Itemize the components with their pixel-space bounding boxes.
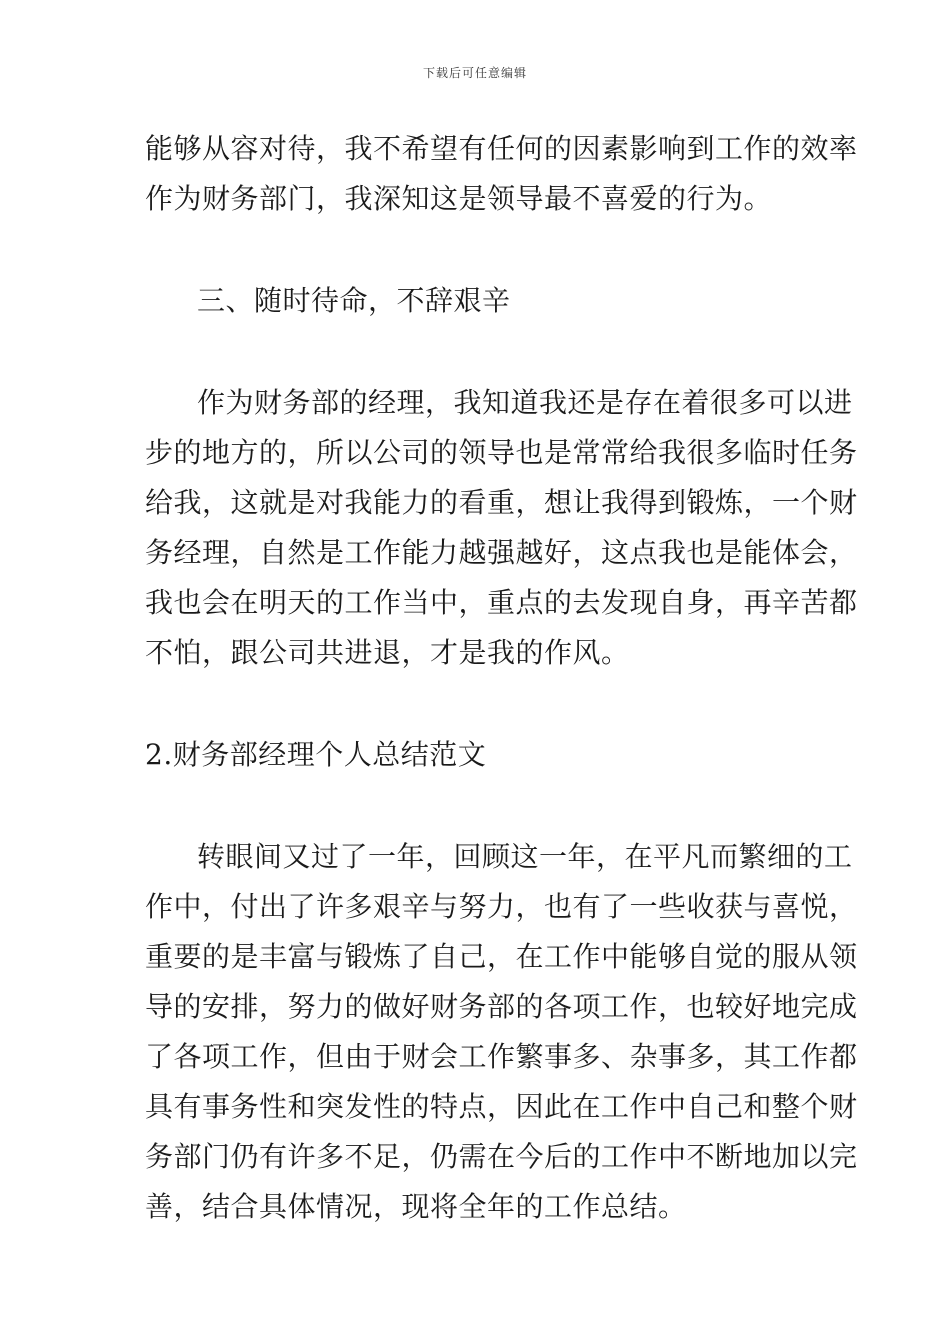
paragraph-line: 导的安排，努力的做好财务部的各项工作，也较好地完成 [145, 990, 858, 1023]
paragraph-line: 不怕，跟公司共进退，才是我的作风。 [145, 636, 630, 669]
paragraph-3 [145, 832, 858, 1232]
paragraph-line: 重要的是丰富与锻炼了自己，在工作中能够自觉的服从领 [145, 940, 858, 973]
paragraph-line: 善，结合具体情况，现将全年的工作总结。 [145, 1190, 687, 1223]
paragraph-line: 作为财务部的经理，我知道我还是存在着很多可以进 [197, 386, 853, 419]
paragraph-line: 具有事务性和突发性的特点，因此在工作中自己和整个财 [145, 1090, 858, 1123]
page-header-note: 下载后可任意编辑 [422, 66, 527, 80]
paragraph-line: 务部门仍有许多不足，仍需在今后的工作中不断地加以完 [145, 1140, 858, 1173]
paragraph-line: 步的地方的，所以公司的领导也是常常给我很多临时任务 [145, 436, 858, 469]
paragraph-line: 务经理，自然是工作能力越强越好，这点我也是能体会， [145, 536, 858, 569]
paragraph-line: 能够从容对待，我不希望有任何的因素影响到工作的效率 [145, 132, 858, 165]
paragraph-line: 了各项工作，但由于财会工作繁事多、杂事多，其工作都 [145, 1040, 858, 1073]
paragraph-line: 我也会在明天的工作当中，重点的去发现自身，再辛苦都 [145, 586, 858, 619]
section-heading-3: 三、随时待命，不辞艰辛 [197, 284, 511, 317]
paragraph-line: 转眼间又过了一年，回顾这一年，在平凡而繁细的工 [197, 840, 853, 873]
paragraph-line: 给我，这就是对我能力的看重，想让我得到锻炼，一个财 [145, 486, 858, 519]
paragraph-line: 作为财务部门，我深知这是领导最不喜爱的行为。 [145, 182, 773, 215]
document-body [145, 124, 858, 1232]
paragraph-1 [145, 124, 858, 224]
paragraph-line: 作中，付出了许多艰辛与努力，也有了一些收获与喜悦， [145, 890, 858, 923]
paragraph-2 [145, 378, 858, 678]
section-title-2: 2.财务部经理个人总结范文 [145, 738, 487, 771]
